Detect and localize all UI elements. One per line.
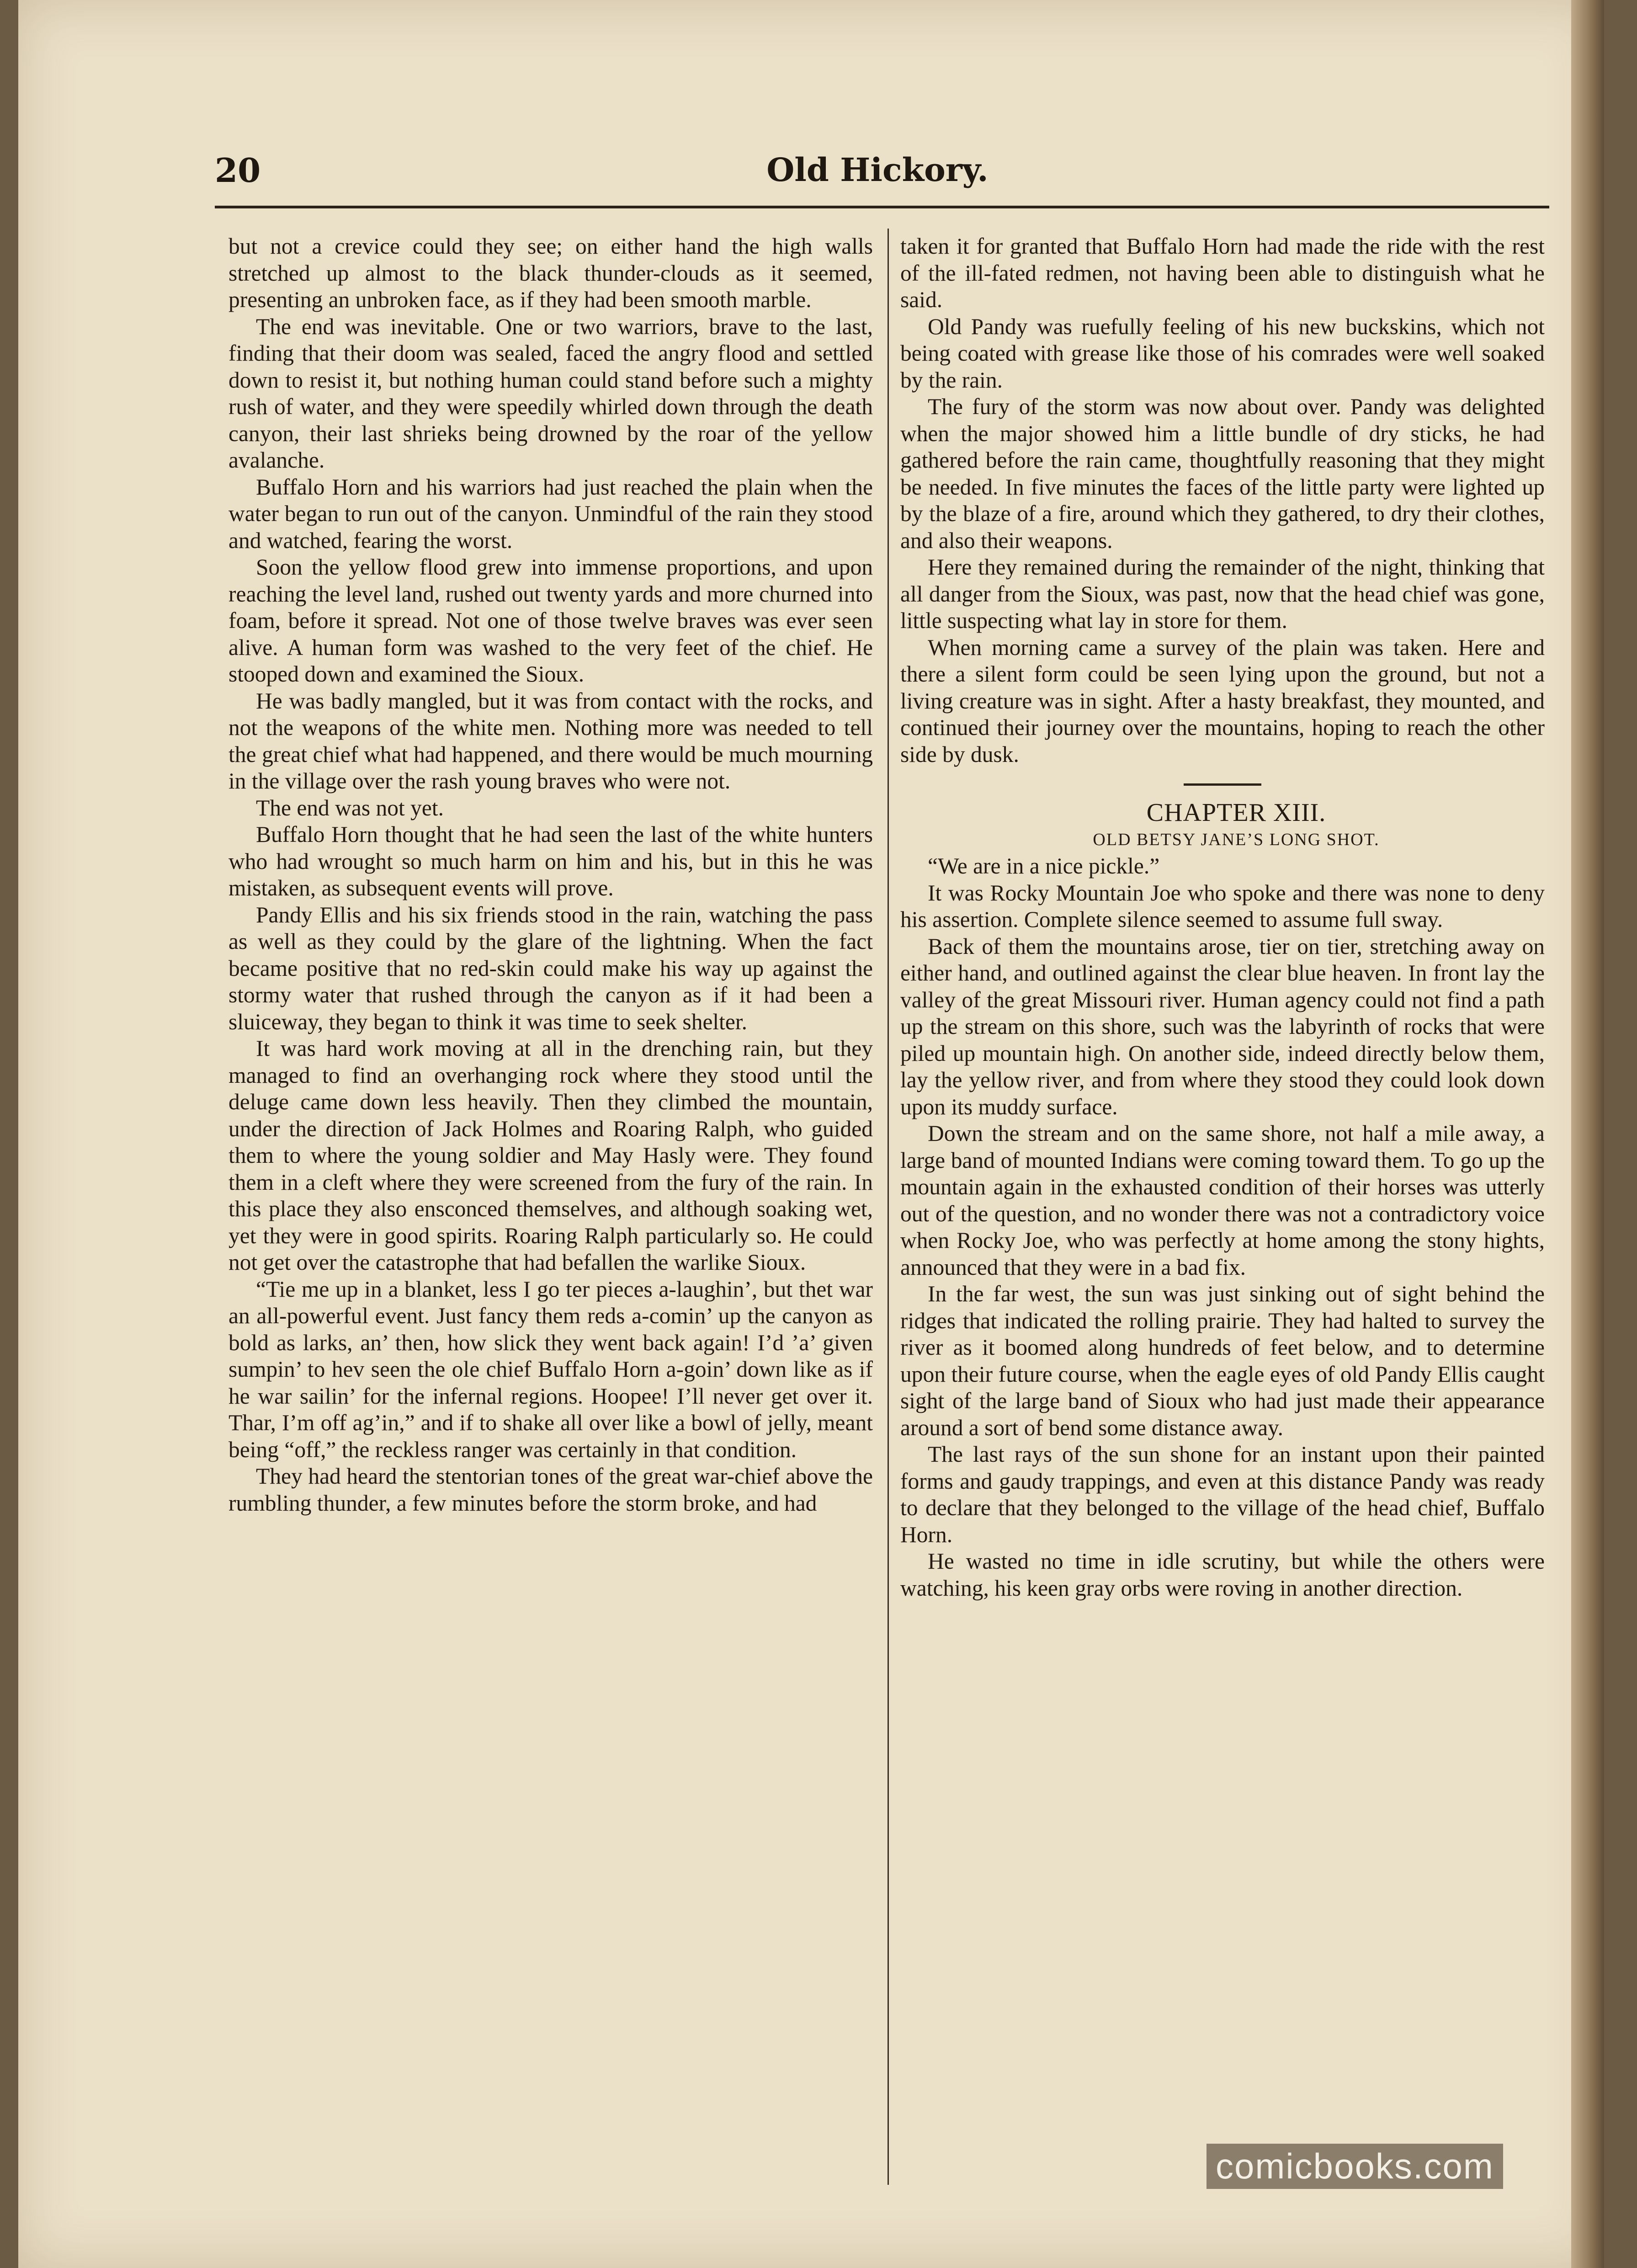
paragraph: When morning came a survey of the plain was taken. Here and there a silent form could be seen lying upon the ground, but not a living creature was in sight. After a hasty breakfast, they mounted, and continued their journey over the mountains, hoping to reach the other side by dusk. xyxy=(900,634,1545,767)
paragraph: Old Pandy was ruefully feeling of his new buckskins, which not being coated with grease like those of his comrades were well soaked by the rain. xyxy=(900,314,1545,393)
paragraph: The last rays of the sun shone for an instant upon their painted forms and gaudy trappings, and even at this distance Pandy was ready to declare that they belonged to the village of the head chief, Buffalo Horn. xyxy=(900,1442,1545,1547)
paragraph: Here they remained during the remainder of the night, thinking that all danger from the Sioux, was past, now that the head chief was gone, little suspecting what lay in store for them. xyxy=(900,554,1545,633)
paragraph: The fury of the storm was now about over. Pandy was delighted when the major showed him a little bundle of dry sticks, he had gathered before the rain came, thoughtfully reasoning that they might be needed. In five minutes the faces of the little party were lighted up by the blaze of a fire, around which they gathered, to dry their clothes, and also their weapons. xyxy=(900,394,1545,553)
paragraph: They had heard the stentorian tones of the great war-chief above the rumbling thunder, a few minutes before the storm broke, and had xyxy=(229,1464,873,1516)
paragraph: Back of them the mountains arose, tier on tier, stretching away on either hand, and outlined against the clear blue heaven. In front lay the valley of the great Missouri river. Human agency could not find a path up the stream on this shore, such was the labyrinth of rocks that were piled up mountain high. On another side, indeed directly below them, lay the yellow river, and from where they stood they could look down upon its muddy surface. xyxy=(900,933,1545,1119)
paragraph: It was Rocky Mountain Joe who spoke and there was none to deny his assertion. Complete silence seemed to assume full sway. xyxy=(900,880,1545,932)
right-column xyxy=(900,233,1545,1602)
page-spine xyxy=(1571,0,1604,2268)
paragraph: but not a crevice could they see; on either hand the high walls stretched up almost to the black thunder-clouds as it seemed, presenting an unbroken face, as if they had been smooth marble. xyxy=(229,234,873,312)
paragraph: It was hard work moving at all in the drenching rain, but they managed to find an overhanging rock where they stood until the deluge came down less heavily. Then they climbed the mountain, under the direction of Jack Holmes and Roaring Ralph, who guided them to where the young soldier and May Hasly were. They found them in a cleft where they were screened from the fury of the rain. In this place they also ensconced themselves, and although soaking wet, yet they were in good spirits. Roaring Ralph particularly so. He could not get over the catastrophe that had befallen the warlike Sioux. xyxy=(229,1036,873,1275)
paragraph: Buffalo Horn thought that he had seen the last of the white hunters who had wrought so much harm on him and his, but in this he was mistaken, as subsequent events will prove. xyxy=(229,822,873,900)
paragraph: Soon the yellow flood grew into immense proportions, and upon reaching the level land, rushed out twenty yards and more churned into foam, before it spread. Not one of those twelve braves was ever seen alive. A human form was washed to the very feet of the chief. He stooped down and examined the Sioux. xyxy=(229,554,873,687)
running-title: Old Hickory. xyxy=(766,151,989,189)
header-rule xyxy=(215,206,1549,208)
page-number: 20 xyxy=(215,151,261,190)
chapter-title: CHAPTER XIII. xyxy=(1146,799,1326,827)
paragraph: “We are in a nice pickle.” xyxy=(928,853,1160,878)
paragraph: Pandy Ellis and his six friends stood in the rain, watching the pass as well as they could by the glare of the lightning. When the fact became positive that no red-skin could make his way up against the stormy water that rushed through the canyon as if it had been a sluiceway, they began to think it was time to seek shelter. xyxy=(229,902,873,1034)
paragraph: Buffalo Horn and his warriors had just reached the plain when the water began to run out of the canyon. Unmindful of the rain they stood and watched, fearing the worst. xyxy=(229,474,873,553)
paragraph: He was badly mangled, but it was from contact with the rocks, and not the weapons of the white men. Nothing more was needed to tell the great chief what had happened, and there would be much mourning in the village over the rash young braves who were not. xyxy=(229,688,873,793)
left-column xyxy=(229,233,873,1517)
page-header xyxy=(215,151,1540,201)
paragraph: taken it for granted that Buffalo Horn had made the ride with the rest of the ill-fated redmen, not having been able to distinguish what he said. xyxy=(900,234,1545,312)
paragraph: Down the stream and on the same shore, not half a mile away, a large band of mounted Indians were coming toward them. To go up the mountain again in the exhausted condition of their horses was utterly out of the question, and no wonder there was not a contradictory voice when Rocky Joe, who was perfectly at home among the stony hights, announced that they were in a bad fix. xyxy=(900,1121,1545,1280)
section-rule xyxy=(1184,783,1261,786)
paragraph: He wasted no time in idle scrutiny, but while the others were watching, his keen gray orbs were roving in another direction. xyxy=(900,1549,1545,1601)
chapter-subtitle: OLD BETSY JANE’S LONG SHOT. xyxy=(1093,830,1380,849)
paragraph: In the far west, the sun was just sinking out of sight behind the ridges that indicated the rolling prairie. They had halted to survey the river as it boomed along hundreds of feet below, and to determine upon their future course, when the eagle eyes of old Pandy Ellis caught sight of the large band of Sioux who had just made their appearance around a sort of bend some distance away. xyxy=(900,1281,1545,1440)
site-watermark: comicbooks.com xyxy=(1206,2144,1503,2189)
paragraph: The end was not yet. xyxy=(256,795,444,820)
paragraph: “Tie me up in a blanket, less I go ter pieces a-laughin’, but thet war an all-powerful event. Just fancy them reds a-comin’ up the canyon as bold as larks, an’ then, how slick they went back again! I’d ’a’ given sumpin’ to hev seen the ole chief Buffalo Horn a-goin’ down like as if he war sailin’ for the infernal regions. Hoopee! I’ll never get over it. Thar, I’m off ag’in,” and if to shake all over like a bowl of jelly, meant being “off,” the reckless ranger was certainly in that condition. xyxy=(229,1276,873,1462)
paragraph: The end was inevitable. One or two warriors, brave to the last, finding that their doom was sealed, faced the angry flood and settled down to resist it, but nothing human could stand before such a mighty rush of water, and they were speedily whirled down through the death canyon, their last shrieks being drowned by the roar of the yellow avalanche. xyxy=(229,314,873,473)
column-divider xyxy=(888,229,889,2185)
scanned-page xyxy=(18,0,1604,2268)
